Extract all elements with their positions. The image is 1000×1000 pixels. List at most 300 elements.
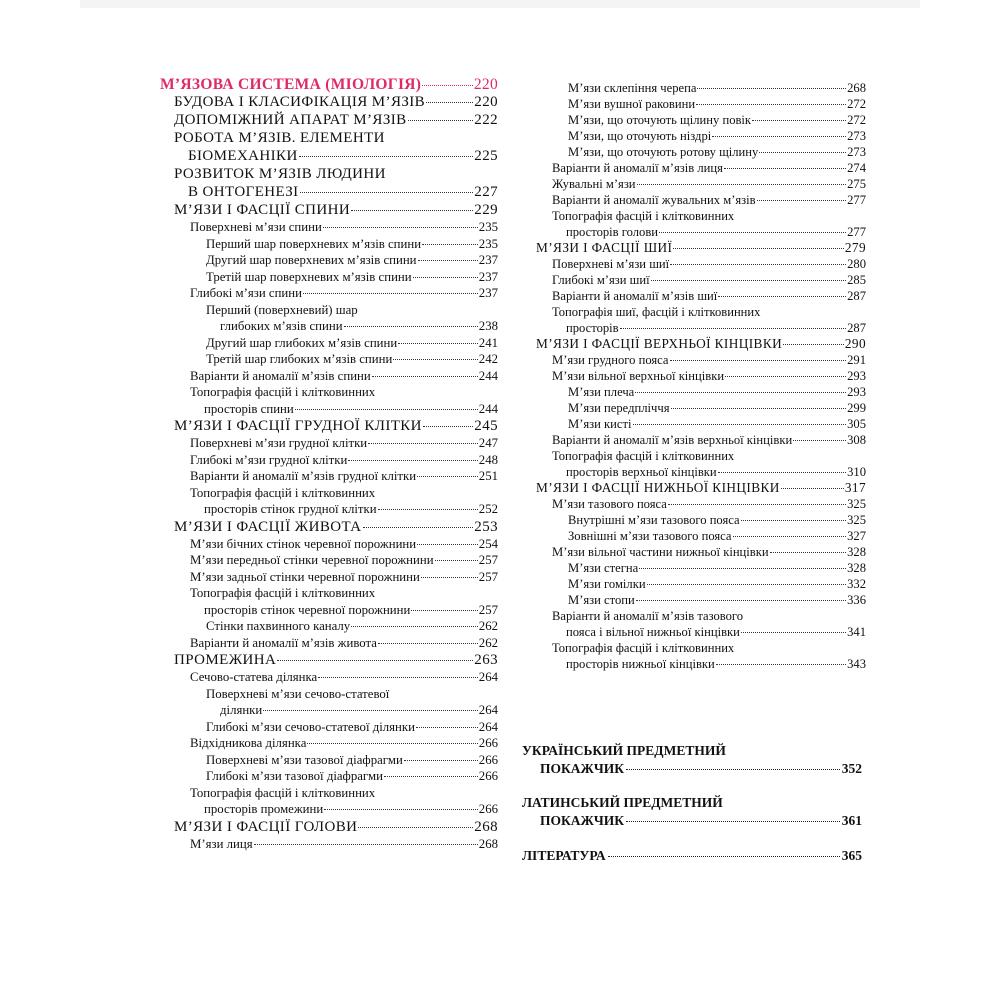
toc-entry-title: М’язи плеча	[568, 385, 635, 399]
toc-entry-title: М’ЯЗИ І ФАСЦІЇ НИЖНЬОЇ КІНЦІВКИ	[536, 480, 780, 495]
toc-entry-title-line1: Поверхневі м’язи сечово-статевої	[206, 686, 390, 701]
toc-page-number: 245	[474, 418, 498, 434]
toc-entry-title: М’язи гомілки	[568, 577, 646, 591]
toc-page-number: 227	[474, 184, 498, 200]
dot-leader	[299, 156, 474, 157]
toc-page-number: 266	[478, 802, 498, 816]
toc-entry-title: просторів	[566, 321, 619, 335]
toc-page-number: 254	[478, 536, 498, 551]
toc-page-number: 266	[478, 736, 498, 750]
index-latin[interactable]	[522, 794, 862, 830]
toc-entry-title: Поверхневі м’язи шиї	[552, 257, 670, 271]
toc-entry-title: М’ЯЗИ І ФАСЦІЇ ГОЛОВИ	[174, 818, 358, 835]
toc-entry-title: М’язи, що оточують ротову щілину	[568, 145, 759, 159]
toc-page-number: 328	[847, 545, 866, 559]
toc-page-number: 310	[847, 465, 866, 479]
toc-entry-title-line1: Топографія фасцій і клітковинних	[552, 449, 735, 463]
toc-page-number: 305	[847, 417, 866, 431]
toc-page-number: 336	[847, 593, 866, 607]
dot-leader	[422, 244, 478, 245]
toc-entry[interactable]	[536, 112, 866, 128]
dot-leader	[781, 488, 844, 489]
toc-page-number: 266	[478, 769, 498, 783]
toc-entry[interactable]	[536, 304, 866, 336]
dot-leader	[668, 504, 846, 505]
dot-leader	[741, 520, 846, 521]
dot-leader	[378, 643, 478, 644]
toc-entry-title: Глибокі м’язи тазової діафрагми	[206, 769, 383, 783]
toc-page-number: 277	[847, 193, 866, 207]
dot-leader	[716, 664, 846, 665]
toc-entry-title: М’язи вільної частини нижньої кінцівки	[552, 545, 769, 559]
toc-entry-title-line1: Топографія фасцій і клітковинних	[190, 385, 376, 399]
dot-leader	[404, 760, 478, 761]
toc-entry-title: просторів спини	[204, 401, 294, 416]
toc-page-number: 317	[844, 480, 866, 495]
toc-entry-title: просторів стінок грудної клітки	[204, 502, 377, 516]
toc-entry[interactable]	[536, 336, 866, 352]
toc-entry[interactable]	[160, 236, 498, 253]
toc-page-number: 238	[478, 319, 498, 333]
toc-page-number: 247	[478, 436, 498, 450]
toc-entry[interactable]	[536, 592, 866, 608]
toc-page-number: 241	[478, 335, 498, 350]
toc-page-number: 268	[474, 818, 498, 835]
dot-leader	[421, 577, 478, 578]
toc-page-number: 268	[478, 836, 498, 851]
toc-entry[interactable]	[536, 240, 866, 256]
dot-leader	[635, 392, 846, 393]
toc-page-number: 275	[847, 177, 866, 191]
dot-leader	[254, 844, 478, 845]
dot-leader	[673, 248, 843, 249]
toc-entry[interactable]	[160, 285, 498, 302]
toc-page-number: 237	[478, 269, 498, 284]
dot-leader	[303, 293, 478, 294]
dot-leader	[295, 409, 478, 410]
toc-entry-title: М’язи вушної раковини	[568, 97, 696, 111]
toc-entry-title-line1: Топографія фасцій і клітковинних	[190, 485, 376, 500]
toc-entry-title: ДОПОМІЖНИЙ АПАРАТ М’ЯЗІВ	[174, 112, 407, 128]
toc-page-number: 248	[478, 452, 498, 467]
toc-page-number: 262	[478, 635, 498, 650]
toc-page-number: 244	[478, 368, 498, 383]
toc-entry-title: Стінки пахвинного каналу	[206, 619, 351, 633]
toc-entry-title: М’ЯЗИ І ФАСЦІЇ ВЕРХНЬОЇ КІНЦІВКИ	[536, 336, 783, 351]
toc-entry-title: просторів верхньої кінцівки	[566, 465, 717, 479]
index-title: ЛІТЕРАТУРА	[522, 848, 606, 863]
toc-page-number: 266	[478, 752, 498, 767]
dot-leader	[411, 610, 477, 611]
toc-entry-title: В ОНТОГЕНЕЗІ	[188, 184, 299, 200]
toc-entry[interactable]	[536, 80, 866, 96]
toc-entry[interactable]	[536, 128, 866, 144]
toc-entry-title: Варіанти й аномалії м’язів лиця	[552, 161, 723, 175]
toc-page-number: 273	[847, 129, 866, 143]
toc-page-number: 264	[478, 670, 498, 684]
toc-entry-title: Поверхневі м’язи спини	[190, 220, 322, 234]
toc-entry[interactable]	[160, 818, 498, 836]
toc-page-number: 277	[847, 225, 866, 239]
toc-page-number: 308	[847, 433, 866, 447]
toc-entry-title: Відхідникова ділянка	[190, 736, 307, 750]
toc-entry[interactable]	[536, 176, 866, 192]
dot-leader	[626, 769, 840, 770]
dot-leader	[384, 776, 478, 777]
toc-entry[interactable]	[160, 111, 498, 129]
toc-entry[interactable]	[160, 165, 498, 201]
dot-leader	[324, 809, 478, 810]
dot-leader	[372, 376, 478, 377]
toc-page-number: 287	[847, 321, 866, 335]
dot-leader	[344, 326, 478, 327]
toc-entry[interactable]	[160, 735, 498, 752]
index-title-line2: ПОКАЖЧИК	[540, 761, 625, 776]
index-title-line2: ПОКАЖЧИК	[540, 813, 625, 828]
toc-entry[interactable]	[536, 384, 866, 400]
toc-entry-title: БУДОВА І КЛАСИФІКАЦІЯ М’ЯЗІВ	[174, 94, 426, 110]
toc-entry[interactable]	[160, 435, 498, 452]
dot-leader	[718, 296, 846, 297]
toc-entry[interactable]	[160, 785, 498, 818]
toc-page-number: 251	[478, 469, 498, 483]
dot-leader	[724, 168, 846, 169]
toc-entry[interactable]	[160, 552, 498, 569]
toc-page-number: 237	[478, 253, 498, 267]
toc-entry[interactable]	[536, 432, 866, 448]
toc-page-number: 290	[844, 336, 866, 351]
toc-entry-title-line1: Перший (поверхневий) шар	[206, 302, 358, 317]
toc-page-number: 244	[478, 401, 498, 416]
dot-leader	[435, 560, 478, 561]
toc-entry-title: Глибокі м’язи грудної клітки	[190, 452, 348, 467]
toc-entry-title: БІОМЕХАНІКИ	[188, 148, 298, 164]
toc-entry-title: М’язи передньої стінки черевної порожнини	[190, 553, 434, 567]
dot-leader	[608, 856, 840, 857]
toc-entry-title: Другий шар глибоких м’язів спини	[206, 335, 398, 350]
dot-leader	[426, 102, 473, 103]
toc-entry[interactable]	[160, 368, 498, 385]
toc-entry-title: Другий шар поверхневих м’язів спини	[206, 253, 417, 267]
toc-entry[interactable]	[536, 640, 866, 672]
toc-entry[interactable]	[160, 536, 498, 553]
dot-leader	[300, 192, 474, 193]
toc-entry-title: просторів голови	[566, 225, 659, 239]
toc-entry[interactable]	[160, 302, 498, 335]
toc-page-number: 287	[847, 289, 866, 303]
toc-entry-title-line1: Топографія шиї, фасцій і клітковинних	[552, 305, 761, 319]
toc-page-number: 332	[847, 577, 866, 591]
dot-leader	[793, 440, 846, 441]
toc-entry-title: М’язи тазового пояса	[552, 497, 667, 511]
toc-entry[interactable]	[536, 288, 866, 304]
toc-entry[interactable]	[536, 256, 866, 272]
toc-entry-title-line1: Топографія фасцій і клітковинних	[190, 586, 376, 600]
toc-entry-title: Глибокі м’язи шиї	[552, 273, 650, 287]
dot-leader	[718, 472, 846, 473]
toc-entry-title: Жувальні м’язи	[552, 177, 636, 191]
toc-entry-title: М’язи грудного пояса	[552, 353, 669, 367]
dot-leader	[318, 677, 478, 678]
toc-entry[interactable]	[160, 719, 498, 736]
toc-entry-title: просторів промежини	[204, 802, 324, 816]
toc-entry[interactable]	[160, 635, 498, 652]
toc-entry[interactable]	[160, 351, 498, 368]
toc-entry[interactable]	[536, 96, 866, 112]
toc-entry[interactable]	[160, 219, 498, 236]
toc-entry[interactable]	[536, 496, 866, 512]
toc-entry[interactable]	[536, 144, 866, 160]
dot-leader	[651, 280, 847, 281]
toc-entry[interactable]	[160, 651, 498, 669]
dot-leader	[659, 232, 846, 233]
toc-entry-title: М’язи стегна	[568, 561, 639, 575]
toc-page-number: 328	[847, 561, 866, 575]
dot-leader	[422, 85, 473, 86]
index-page: 352	[841, 761, 862, 776]
toc-entry-title: М’ЯЗИ І ФАСЦІЇ ГРУДНОЇ КЛІТКИ	[174, 418, 422, 434]
toc-entry[interactable]	[536, 512, 866, 528]
toc-page-number: 280	[847, 257, 866, 271]
toc-page-number: 253	[474, 518, 498, 535]
toc-page-number: 220	[474, 94, 498, 110]
toc-entry[interactable]	[160, 669, 498, 686]
dot-leader	[637, 184, 847, 185]
index-page: 361	[841, 813, 862, 828]
dot-leader	[323, 227, 478, 228]
dot-leader	[697, 88, 846, 89]
toc-entry-title: М’язи, що оточують ніздрі	[568, 129, 712, 143]
toc-entry[interactable]	[160, 468, 498, 485]
toc-entry[interactable]	[160, 269, 498, 286]
toc-entry-title-line1: РОЗВИТОК М’ЯЗІВ ЛЮДИНИ	[174, 166, 386, 182]
toc-page-number: 257	[478, 553, 498, 567]
toc-page-number: 327	[847, 529, 866, 543]
toc-page-number: 229	[474, 202, 498, 218]
toc-entry[interactable]	[160, 335, 498, 352]
toc-entry-title: Варіанти й аномалії м’язів верхньої кінцівки	[552, 433, 793, 447]
toc-page-number: 262	[478, 619, 498, 633]
toc-entry-title: ПРОМЕЖИНА	[174, 652, 277, 668]
toc-entry-title: Варіанти й аномалії м’язів грудної клітки	[190, 469, 417, 483]
toc-entry[interactable]	[536, 352, 866, 368]
toc-page-number: 274	[847, 161, 866, 175]
dot-leader	[757, 200, 847, 201]
toc-entry-title: Глибокі м’язи сечово-статевої ділянки	[206, 719, 415, 734]
toc-entry-title: Варіанти й аномалії м’язів шиї	[552, 289, 718, 303]
dot-leader	[277, 660, 473, 661]
toc-entry[interactable]	[160, 201, 498, 219]
toc-page-number: 257	[478, 602, 498, 617]
toc-entry-title: Варіанти й аномалії жувальних м’язів	[552, 193, 756, 207]
toc-entry[interactable]	[536, 608, 866, 640]
index-page: 365	[841, 848, 862, 863]
toc-page-number: 325	[847, 513, 866, 527]
toc-page-number: 242	[478, 352, 498, 366]
toc-entry-title: Внутрішні м’язи тазового пояса	[568, 513, 740, 527]
toc-entry[interactable]	[536, 400, 866, 416]
toc-page-number: 264	[478, 719, 498, 734]
toc-entry[interactable]	[160, 518, 498, 536]
toc-entry[interactable]	[160, 93, 498, 111]
toc-entry-title: Третій шар глибоких м’язів спини	[206, 352, 393, 366]
toc-page-number: 343	[847, 657, 866, 671]
toc-entry[interactable]	[536, 560, 866, 576]
toc-page-number: 235	[478, 220, 498, 234]
toc-entry[interactable]	[160, 585, 498, 618]
toc-entry[interactable]	[536, 160, 866, 176]
dot-leader	[712, 136, 846, 137]
toc-entry[interactable]	[160, 569, 498, 586]
dot-leader	[307, 743, 477, 744]
toc-page-number: 272	[847, 97, 866, 111]
dot-leader	[416, 727, 478, 728]
dot-leader	[348, 460, 477, 461]
toc-entry-title: Варіанти й аномалії м’язів живота	[190, 635, 377, 650]
toc-entry-title-line1: Топографія фасцій і клітковинних	[552, 641, 735, 655]
toc-page-number: 341	[847, 625, 866, 639]
index-title-line1: ЛАТИНСЬКИЙ ПРЕДМЕТНИЙ	[522, 795, 723, 810]
toc-entry[interactable]	[160, 129, 498, 165]
dot-leader	[423, 426, 473, 427]
toc-entry-title: ділянки	[220, 703, 263, 717]
toc-entry-title: просторів нижньої кінцівки	[566, 657, 715, 671]
dot-leader	[398, 343, 478, 344]
index-title-line1: УКРАЇНСЬКИЙ ПРЕДМЕТНИЙ	[522, 743, 726, 758]
toc-entry-title: М’язи бічних стінок черевної порожнини	[190, 536, 417, 551]
toc-page-number: 220	[473, 76, 498, 93]
toc-entry-title-line1: Топографія фасцій і клітковинних	[190, 785, 376, 800]
toc-entry-title: М’ЯЗИ І ФАСЦІЇ ШИЇ	[536, 240, 673, 255]
index-ukrainian[interactable]	[522, 742, 862, 778]
dot-leader	[741, 632, 846, 633]
toc-entry[interactable]	[536, 416, 866, 432]
toc-entry[interactable]	[160, 417, 498, 435]
dot-leader	[770, 552, 847, 553]
toc-entry-title: М’язи передпліччя	[568, 401, 670, 415]
dot-leader	[639, 568, 846, 569]
toc-entry-title: Третій шар поверхневих м’язів спини	[206, 269, 412, 284]
toc-page-number: 252	[478, 502, 498, 516]
toc-entry[interactable]	[536, 448, 866, 480]
dot-leader	[368, 443, 478, 444]
toc-page-number: 272	[847, 113, 866, 127]
toc-entry[interactable]	[536, 192, 866, 208]
toc-entry[interactable]	[160, 76, 498, 93]
toc-page-number: 222	[474, 112, 498, 128]
toc-entry[interactable]	[536, 576, 866, 592]
toc-entry-title: Сечово-статева ділянка	[190, 670, 318, 684]
dot-leader	[725, 376, 846, 377]
dot-leader	[417, 476, 478, 477]
toc-entry[interactable]	[536, 480, 866, 496]
toc-page-number: 325	[847, 497, 866, 511]
toc-entry-title: Поверхневі м’язи грудної клітки	[190, 436, 368, 450]
toc-entry-title: М’язи кисті	[568, 417, 632, 431]
dot-leader	[418, 260, 478, 261]
toc-entry-title-line1: РОБОТА М’ЯЗІВ. ЕЛЕМЕНТИ	[174, 130, 385, 146]
dot-leader	[783, 344, 844, 345]
dot-leader	[670, 264, 846, 265]
toc-entry-title: М’язи лиця	[190, 836, 253, 851]
dot-leader	[752, 120, 846, 121]
index-literature[interactable]	[522, 847, 862, 865]
toc-entry-title: М’язи стопи	[568, 593, 635, 607]
dot-leader	[620, 328, 846, 329]
toc-page-number: 268	[847, 81, 866, 95]
toc-entry-title: Варіанти й аномалії м’язів спини	[190, 368, 371, 383]
toc-entry[interactable]	[160, 384, 498, 417]
toc-entry[interactable]	[536, 272, 866, 288]
dot-leader	[647, 584, 847, 585]
toc-entry[interactable]	[160, 768, 498, 785]
toc-right-column	[536, 80, 866, 672]
toc-page-number: 273	[847, 145, 866, 159]
toc-page-number: 235	[478, 236, 498, 251]
toc-entry[interactable]	[536, 528, 866, 544]
toc-left-column	[160, 76, 498, 852]
toc-entry-title: М’ЯЗОВА СИСТЕМА (МІОЛОГІЯ)	[160, 76, 422, 93]
toc-page-number: 263	[474, 652, 498, 668]
dot-leader	[263, 710, 478, 711]
toc-entry[interactable]	[160, 618, 498, 635]
page-top-edge	[80, 0, 920, 8]
dot-leader	[633, 424, 847, 425]
dot-leader	[670, 360, 847, 361]
toc-entry[interactable]	[160, 485, 498, 518]
toc-entry-title: М’ЯЗИ І ФАСЦІЇ ЖИВОТА	[174, 518, 362, 535]
toc-entry-title: просторів стінок черевної порожнини	[204, 602, 411, 617]
toc-entry-title: М’язи склепіння черепа	[568, 81, 697, 95]
toc-entry-title: пояса і вільної нижньої кінцівки	[566, 625, 740, 639]
toc-entry[interactable]	[160, 452, 498, 469]
toc-entry[interactable]	[160, 752, 498, 769]
dot-leader	[358, 827, 473, 828]
toc-entry-title: М’язи вільної верхньої кінцівки	[552, 369, 725, 383]
dot-leader	[636, 600, 846, 601]
toc-page-number: 293	[847, 369, 866, 383]
toc-entry-title: М’ЯЗИ І ФАСЦІЇ СПИНИ	[174, 202, 351, 218]
toc-entry-title: глибоких м’язів спини	[220, 319, 343, 333]
toc-entry[interactable]	[536, 368, 866, 384]
toc-page-number: 264	[478, 703, 498, 717]
dot-leader	[408, 120, 474, 121]
toc-entry-title: Глибокі м’язи спини	[190, 286, 302, 300]
toc-entry[interactable]	[536, 208, 866, 240]
toc-entry-title-line1: Варіанти й аномалії м’язів тазового	[552, 609, 744, 623]
dot-leader	[413, 277, 478, 278]
dot-leader	[378, 509, 478, 510]
toc-entry[interactable]	[160, 686, 498, 719]
dot-leader	[393, 359, 477, 360]
dot-leader	[733, 536, 847, 537]
toc-entry-title: Зовнішні м’язи тазового пояса	[568, 529, 732, 543]
toc-entry[interactable]	[536, 544, 866, 560]
toc-page-number: 279	[844, 240, 866, 255]
dot-leader	[626, 821, 840, 822]
dot-leader	[759, 152, 846, 153]
toc-entry[interactable]	[160, 836, 498, 853]
toc-page-number: 257	[478, 569, 498, 584]
toc-page-number: 299	[847, 401, 866, 415]
toc-page-number: 291	[847, 353, 866, 367]
toc-entry-title: Перший шар поверхневих м’язів спини	[206, 236, 422, 251]
toc-entry[interactable]	[160, 252, 498, 269]
toc-entry-title-line1: Топографія фасцій і клітковинних	[552, 209, 735, 223]
dot-leader	[417, 544, 478, 545]
toc-entry-title: М’язи задньої стінки черевної порожнини	[190, 569, 420, 584]
toc-page-number: 293	[847, 385, 866, 399]
